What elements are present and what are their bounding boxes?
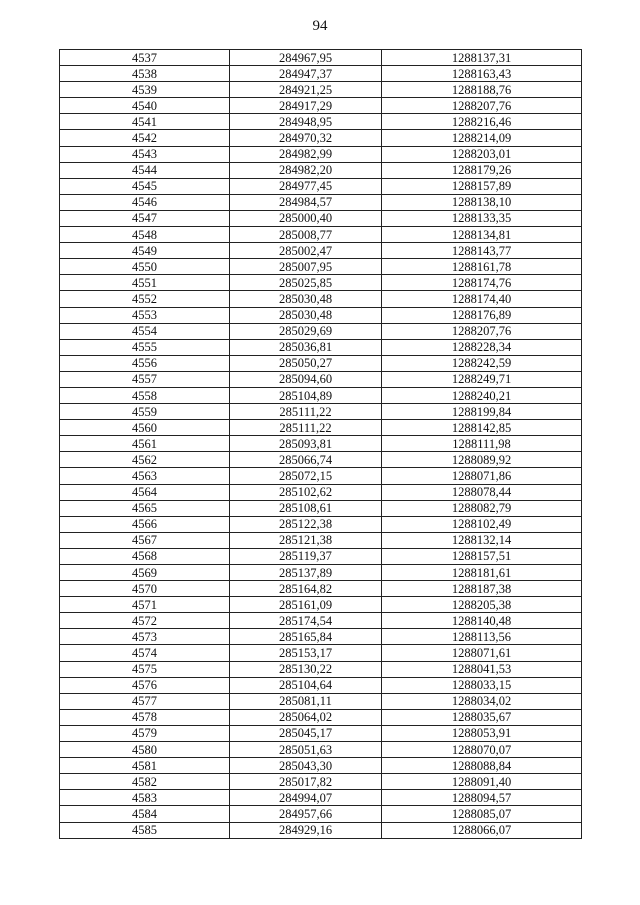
table-row (60, 339, 582, 355)
y-coordinate-cell: 1288113,56 (382, 629, 582, 645)
table-row (60, 436, 582, 452)
point-number-cell: 4545 (60, 178, 230, 194)
x-coordinate-cell: 284994,07 (230, 790, 382, 806)
y-coordinate-cell: 1288214,09 (382, 130, 582, 146)
y-coordinate-cell: 1288085,07 (382, 806, 582, 822)
point-number-cell: 4537 (60, 50, 230, 66)
y-coordinate-cell: 1288041,53 (382, 661, 582, 677)
x-coordinate-cell: 285007,95 (230, 259, 382, 275)
point-number-cell: 4564 (60, 484, 230, 500)
y-coordinate-cell: 1288143,77 (382, 243, 582, 259)
point-number-cell: 4581 (60, 758, 230, 774)
x-coordinate-cell: 285122,38 (230, 516, 382, 532)
table-row (60, 371, 582, 387)
table-row (60, 725, 582, 741)
x-coordinate-cell: 285043,30 (230, 758, 382, 774)
x-coordinate-cell: 285130,22 (230, 661, 382, 677)
point-number-cell: 4583 (60, 790, 230, 806)
point-number-cell: 4562 (60, 452, 230, 468)
x-coordinate-cell: 285104,64 (230, 677, 382, 693)
y-coordinate-cell: 1288228,34 (382, 339, 582, 355)
point-number-cell: 4548 (60, 227, 230, 243)
y-coordinate-cell: 1288137,31 (382, 50, 582, 66)
y-coordinate-cell: 1288157,51 (382, 548, 582, 564)
x-coordinate-cell: 284970,32 (230, 130, 382, 146)
x-coordinate-cell: 284948,95 (230, 114, 382, 130)
table-row (60, 548, 582, 564)
x-coordinate-cell: 285008,77 (230, 227, 382, 243)
x-coordinate-cell: 285111,22 (230, 420, 382, 436)
point-number-cell: 4563 (60, 468, 230, 484)
table-row (60, 693, 582, 709)
y-coordinate-cell: 1288207,76 (382, 323, 582, 339)
y-coordinate-cell: 1288187,38 (382, 581, 582, 597)
x-coordinate-cell: 285093,81 (230, 436, 382, 452)
x-coordinate-cell: 285111,22 (230, 404, 382, 420)
point-number-cell: 4542 (60, 130, 230, 146)
table-row (60, 387, 582, 403)
point-number-cell: 4544 (60, 162, 230, 178)
table-row (60, 645, 582, 661)
y-coordinate-cell: 1288242,59 (382, 355, 582, 371)
table-row (60, 130, 582, 146)
x-coordinate-cell: 285017,82 (230, 774, 382, 790)
table-row (60, 66, 582, 82)
table-row (60, 661, 582, 677)
point-number-cell: 4573 (60, 629, 230, 645)
table-row (60, 516, 582, 532)
coordinates-table-body (60, 50, 582, 839)
y-coordinate-cell: 1288134,81 (382, 227, 582, 243)
table-row (60, 98, 582, 114)
table-row (60, 677, 582, 693)
point-number-cell: 4553 (60, 307, 230, 323)
point-number-cell: 4567 (60, 532, 230, 548)
table-row (60, 709, 582, 725)
table-row (60, 82, 582, 98)
table-row (60, 355, 582, 371)
x-coordinate-cell: 284957,66 (230, 806, 382, 822)
y-coordinate-cell: 1288102,49 (382, 516, 582, 532)
y-coordinate-cell: 1288140,48 (382, 613, 582, 629)
x-coordinate-cell: 285002,47 (230, 243, 382, 259)
point-number-cell: 4580 (60, 742, 230, 758)
table-row (60, 774, 582, 790)
x-coordinate-cell: 284982,20 (230, 162, 382, 178)
table-row (60, 259, 582, 275)
y-coordinate-cell: 1288205,38 (382, 597, 582, 613)
point-number-cell: 4568 (60, 548, 230, 564)
point-number-cell: 4556 (60, 355, 230, 371)
table-row (60, 307, 582, 323)
coordinates-table (59, 49, 582, 839)
y-coordinate-cell: 1288070,07 (382, 742, 582, 758)
point-number-cell: 4547 (60, 210, 230, 226)
table-row (60, 178, 582, 194)
table-row (60, 162, 582, 178)
y-coordinate-cell: 1288078,44 (382, 484, 582, 500)
y-coordinate-cell: 1288174,40 (382, 291, 582, 307)
point-number-cell: 4552 (60, 291, 230, 307)
point-number-cell: 4540 (60, 98, 230, 114)
table-row (60, 194, 582, 210)
x-coordinate-cell: 284929,16 (230, 822, 382, 838)
table-row (60, 790, 582, 806)
x-coordinate-cell: 284921,25 (230, 82, 382, 98)
x-coordinate-cell: 284984,57 (230, 194, 382, 210)
x-coordinate-cell: 284967,95 (230, 50, 382, 66)
point-number-cell: 4585 (60, 822, 230, 838)
point-number-cell: 4554 (60, 323, 230, 339)
x-coordinate-cell: 285164,82 (230, 581, 382, 597)
point-number-cell: 4572 (60, 613, 230, 629)
table-row (60, 581, 582, 597)
x-coordinate-cell: 285094,60 (230, 371, 382, 387)
table-row (60, 806, 582, 822)
table-row (60, 613, 582, 629)
y-coordinate-cell: 1288034,02 (382, 693, 582, 709)
page-number: 94 (312, 18, 328, 34)
y-coordinate-cell: 1288089,92 (382, 452, 582, 468)
point-number-cell: 4558 (60, 387, 230, 403)
x-coordinate-cell: 285108,61 (230, 500, 382, 516)
table-row (60, 114, 582, 130)
table-row (60, 50, 582, 66)
y-coordinate-cell: 1288181,61 (382, 565, 582, 581)
y-coordinate-cell: 1288240,21 (382, 387, 582, 403)
y-coordinate-cell: 1288088,84 (382, 758, 582, 774)
y-coordinate-cell: 1288157,89 (382, 178, 582, 194)
y-coordinate-cell: 1288053,91 (382, 725, 582, 741)
table-row (60, 227, 582, 243)
table-row (60, 500, 582, 516)
point-number-cell: 4549 (60, 243, 230, 259)
x-coordinate-cell: 284947,37 (230, 66, 382, 82)
y-coordinate-cell: 1288207,76 (382, 98, 582, 114)
point-number-cell: 4539 (60, 82, 230, 98)
point-number-cell: 4570 (60, 581, 230, 597)
point-number-cell: 4576 (60, 677, 230, 693)
table-row (60, 532, 582, 548)
y-coordinate-cell: 1288216,46 (382, 114, 582, 130)
point-number-cell: 4582 (60, 774, 230, 790)
x-coordinate-cell: 285165,84 (230, 629, 382, 645)
x-coordinate-cell: 285119,37 (230, 548, 382, 564)
table-row (60, 146, 582, 162)
point-number-cell: 4569 (60, 565, 230, 581)
point-number-cell: 4566 (60, 516, 230, 532)
point-number-cell: 4561 (60, 436, 230, 452)
table-row (60, 323, 582, 339)
x-coordinate-cell: 285051,63 (230, 742, 382, 758)
x-coordinate-cell: 285174,54 (230, 613, 382, 629)
table-row (60, 742, 582, 758)
y-coordinate-cell: 1288111,98 (382, 436, 582, 452)
x-coordinate-cell: 285161,09 (230, 597, 382, 613)
x-coordinate-cell: 285000,40 (230, 210, 382, 226)
x-coordinate-cell: 284982,99 (230, 146, 382, 162)
table-row (60, 468, 582, 484)
y-coordinate-cell: 1288138,10 (382, 194, 582, 210)
table-row (60, 243, 582, 259)
y-coordinate-cell: 1288163,43 (382, 66, 582, 82)
table-row (60, 420, 582, 436)
point-number-cell: 4551 (60, 275, 230, 291)
x-coordinate-cell: 285030,48 (230, 307, 382, 323)
point-number-cell: 4574 (60, 645, 230, 661)
table-row (60, 452, 582, 468)
y-coordinate-cell: 1288071,61 (382, 645, 582, 661)
x-coordinate-cell: 285102,62 (230, 484, 382, 500)
y-coordinate-cell: 1288176,89 (382, 307, 582, 323)
table-row (60, 210, 582, 226)
point-number-cell: 4555 (60, 339, 230, 355)
table-row (60, 275, 582, 291)
point-number-cell: 4560 (60, 420, 230, 436)
table-row (60, 758, 582, 774)
point-number-cell: 4541 (60, 114, 230, 130)
x-coordinate-cell: 285045,17 (230, 725, 382, 741)
y-coordinate-cell: 1288066,07 (382, 822, 582, 838)
point-number-cell: 4571 (60, 597, 230, 613)
x-coordinate-cell: 285030,48 (230, 291, 382, 307)
point-number-cell: 4578 (60, 709, 230, 725)
point-number-cell: 4543 (60, 146, 230, 162)
point-number-cell: 4584 (60, 806, 230, 822)
point-number-cell: 4550 (60, 259, 230, 275)
y-coordinate-cell: 1288174,76 (382, 275, 582, 291)
x-coordinate-cell: 285104,89 (230, 387, 382, 403)
y-coordinate-cell: 1288082,79 (382, 500, 582, 516)
table-row (60, 565, 582, 581)
point-number-cell: 4575 (60, 661, 230, 677)
y-coordinate-cell: 1288071,86 (382, 468, 582, 484)
x-coordinate-cell: 285081,11 (230, 693, 382, 709)
y-coordinate-cell: 1288132,14 (382, 532, 582, 548)
y-coordinate-cell: 1288179,26 (382, 162, 582, 178)
y-coordinate-cell: 1288094,57 (382, 790, 582, 806)
x-coordinate-cell: 285153,17 (230, 645, 382, 661)
x-coordinate-cell: 285137,89 (230, 565, 382, 581)
table-row (60, 597, 582, 613)
table-row (60, 404, 582, 420)
y-coordinate-cell: 1288188,76 (382, 82, 582, 98)
table-row (60, 822, 582, 838)
y-coordinate-cell: 1288199,84 (382, 404, 582, 420)
x-coordinate-cell: 285036,81 (230, 339, 382, 355)
point-number-cell: 4579 (60, 725, 230, 741)
y-coordinate-cell: 1288091,40 (382, 774, 582, 790)
x-coordinate-cell: 284977,45 (230, 178, 382, 194)
y-coordinate-cell: 1288033,15 (382, 677, 582, 693)
point-number-cell: 4557 (60, 371, 230, 387)
y-coordinate-cell: 1288203,01 (382, 146, 582, 162)
y-coordinate-cell: 1288161,78 (382, 259, 582, 275)
point-number-cell: 4559 (60, 404, 230, 420)
x-coordinate-cell: 285064,02 (230, 709, 382, 725)
point-number-cell: 4577 (60, 693, 230, 709)
point-number-cell: 4546 (60, 194, 230, 210)
x-coordinate-cell: 285072,15 (230, 468, 382, 484)
x-coordinate-cell: 285066,74 (230, 452, 382, 468)
point-number-cell: 4565 (60, 500, 230, 516)
y-coordinate-cell: 1288133,35 (382, 210, 582, 226)
x-coordinate-cell: 285029,69 (230, 323, 382, 339)
x-coordinate-cell: 285121,38 (230, 532, 382, 548)
point-number-cell: 4538 (60, 66, 230, 82)
x-coordinate-cell: 285025,85 (230, 275, 382, 291)
table-row (60, 484, 582, 500)
table-row (60, 291, 582, 307)
x-coordinate-cell: 285050,27 (230, 355, 382, 371)
x-coordinate-cell: 284917,29 (230, 98, 382, 114)
y-coordinate-cell: 1288035,67 (382, 709, 582, 725)
y-coordinate-cell: 1288249,71 (382, 371, 582, 387)
y-coordinate-cell: 1288142,85 (382, 420, 582, 436)
table-row (60, 629, 582, 645)
